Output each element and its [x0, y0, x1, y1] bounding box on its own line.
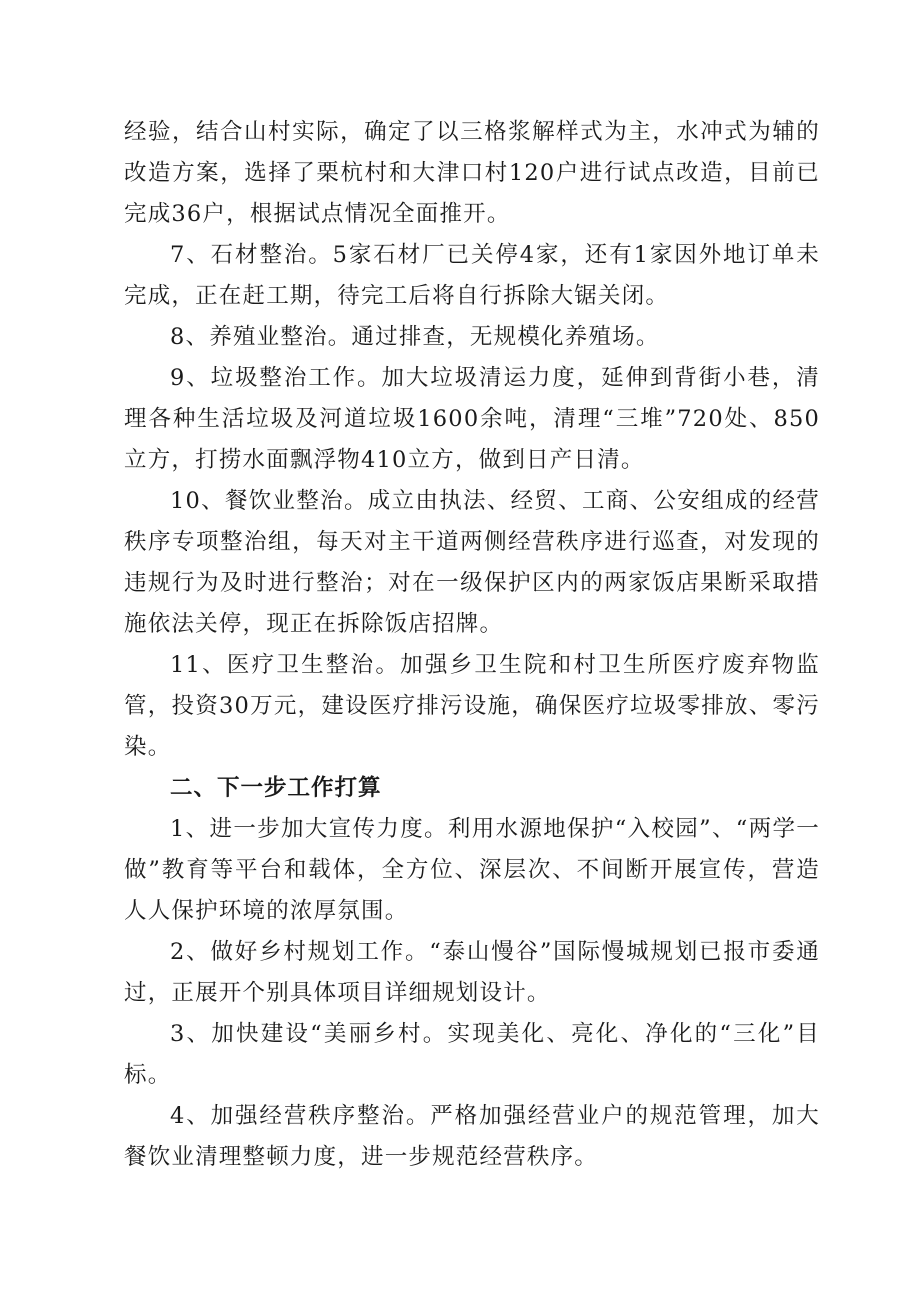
paragraph-rural-planning: 2、做好乡村规划工作。“泰山慢谷”国际慢城规划已报市委通过，正展开个别具体项目详细规划设计。 [124, 939, 820, 1006]
section-heading: 二、下一步工作打算 [170, 775, 382, 801]
paragraph-stone-remediation: 7、石材整治。5家石材厂已关停4家，还有1家因外地订单未完成，正在赶工期，待完工后将自行拆除大锯关闭。 [124, 242, 820, 309]
paragraph-livestock-remediation: 8、养殖业整治。通过排查，无规模化养殖场。 [170, 324, 660, 350]
document-body [124, 112, 820, 1178]
paragraph-beautiful-village: 3、加快建设“美丽乡村。实现美化、亮化、净化的“三化”目标。 [124, 1021, 820, 1088]
paragraph-garbage-remediation: 9、垃圾整治工作。加大垃圾清运力度，延伸到背街小巷，清理各种生活垃圾及河道垃圾1600余吨，清理“三堆”720处、850立方，打捞水面飘浮物410立方，做到日产日清。 [124, 365, 820, 473]
paragraph-publicity: 1、进一步加大宣传力度。利用水源地保护“入校园”、“两学一做”教育等平台和载体，全方位、深层次、不间断开展宣传，营造人人保护环境的浓厚氛围。 [124, 816, 820, 924]
paragraph-medical-remediation: 11、医疗卫生整治。加强乡卫生院和村卫生所医疗废弃物监管，投资30万元，建设医疗排污设施，确保医疗垃圾零排放、零污染。 [124, 652, 820, 760]
paragraph-catering-remediation: 10、餐饮业整治。成立由执法、经贸、工商、公安组成的经营秩序专项整治组，每天对主干道两侧经营秩序进行巡查，对发现的违规行为及时进行整治；对在一级保护区内的两家饭店果断采取措施依法关停，现正在拆除饭店招牌。 [124, 488, 820, 637]
paragraph-business-order: 4、加强经营秩序整治。严格加强经营业户的规范管理，加大餐饮业清理整顿力度，进一步规范经营秩序。 [124, 1103, 820, 1170]
paragraph-toilet-renovation-continued: 经验，结合山村实际，确定了以三格浆解样式为主，水冲式为辅的改造方案，选择了栗杭村和大津口村120户进行试点改造，目前已完成36户，根据试点情况全面推开。 [124, 119, 820, 227]
